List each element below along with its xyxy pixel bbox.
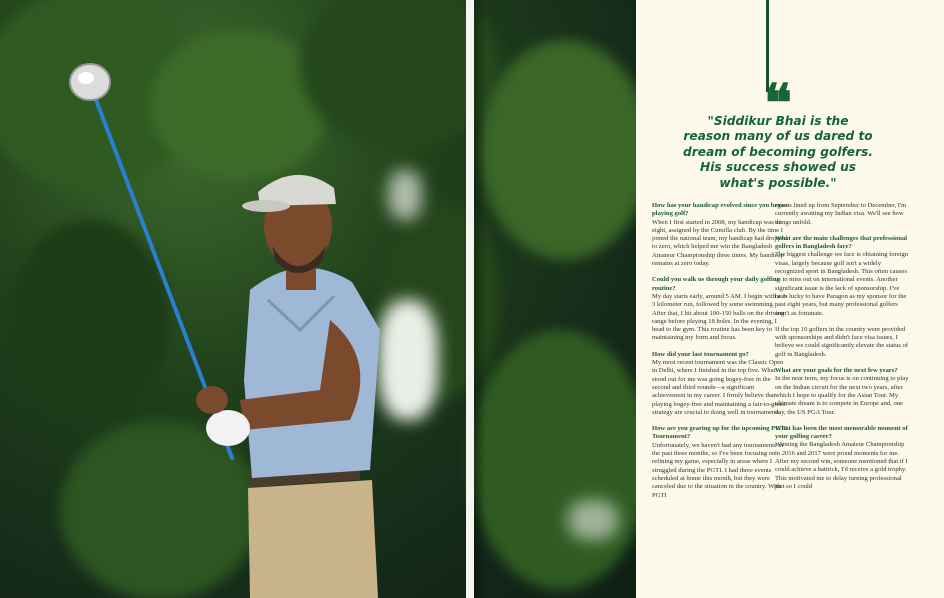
- answer: My day starts early, around 5 AM. I begin with a 2-3 kilometer run, followed by some swimming. After that, I hit about 100-150 balls on the driving range before playing 18 holes. In the evening, I head to the gym. This routine has been key to maintaining my form and focus.: [652, 292, 788, 342]
- text-column-2: [775, 202, 911, 499]
- answer: Unfortunately, we haven't had any tournaments in the past three months, so I've been focusing on refining my game, especially in areas where I struggled during the PGTI. I had three events scheduled at home this month, but they were canceled due to the situation in the country. With PGTI: [652, 441, 784, 499]
- page-gutter: [466, 0, 474, 598]
- quote-mark-icon: ❝: [764, 73, 792, 134]
- answer-continued: events lined up from September to December, I'm currently awaiting my Indian visa. We'll see how things unfold.: [775, 202, 907, 226]
- answer: Winning the Bangladesh Amateur Championship in 2016 and 2017 were proud moments for me. After my second win, someone mentioned that if I could achieve a hattrick, I'd receive a gold trophy. This motivated me to delay turning professional just so I could: [775, 441, 908, 490]
- question: How are you gearing up for the upcoming PGTI Tournament?: [652, 425, 788, 441]
- answer: The biggest challenge we face is obtaining foreign visas, largely because golf isn't a widely recognized sport in Bangladesh. This often causes us to miss out on international events. Another significant issue is the lack of sponsorship. I've been lucky to have Paragon as my sponsor for the past eight years, but many professional golfers aren't as fortunate.: [775, 251, 909, 317]
- golfer-figure: [0, 0, 466, 598]
- question: Could you walk us through your daily golfing routine?: [652, 276, 780, 292]
- answer: In the near term, my focus is on continuing to play on the Indian circuit for the next two years, after which I hope to qualify for the Asian Tour. My ultimate dream is to compete in Europe and, one day, the US PGA Tour.: [775, 375, 909, 416]
- answer: When I first started in 2008, my handicap was an eight, assigned by the Cumilla club. By the time I joined the national team, my handicap had dropped to zero, which helped me win the Bangladesh Amateur Championship three times. My handicap remains at zero today.: [652, 218, 788, 268]
- question: How did your last tournament go?: [652, 350, 749, 358]
- text-column-1: [652, 202, 788, 508]
- question: What are the main challenges that professional golfers in Bangladesh face?: [775, 234, 907, 251]
- question: What are your goals for the next few years?: [775, 367, 898, 375]
- answer: If the top 10 golfers in the country were provided with sponsorships and didn't face visa issues, I believe we could significantly elevate the status of golf in Bangladesh.: [775, 325, 909, 358]
- question: How has your handicap evolved since you began playing golf?: [652, 202, 788, 218]
- page-shadow: [474, 0, 486, 598]
- pull-quote: "Siddikur Bhai is the reason many of us dared to dream of becoming golfers. His success showed us what's possible.": [683, 114, 873, 190]
- question: What has been the most memorable moment of your golfing career?: [775, 424, 908, 441]
- answer: My most recent tournament was the Classic Open in Delhi, where I finished in the top five. What stood out for me was going bogey-free in the second and third rounds—a significant achievement in my career. I firmly believe that playing bogey-free and maintaining a fair-to-green strategy are crucial to doing well in tournaments.: [652, 359, 786, 416]
